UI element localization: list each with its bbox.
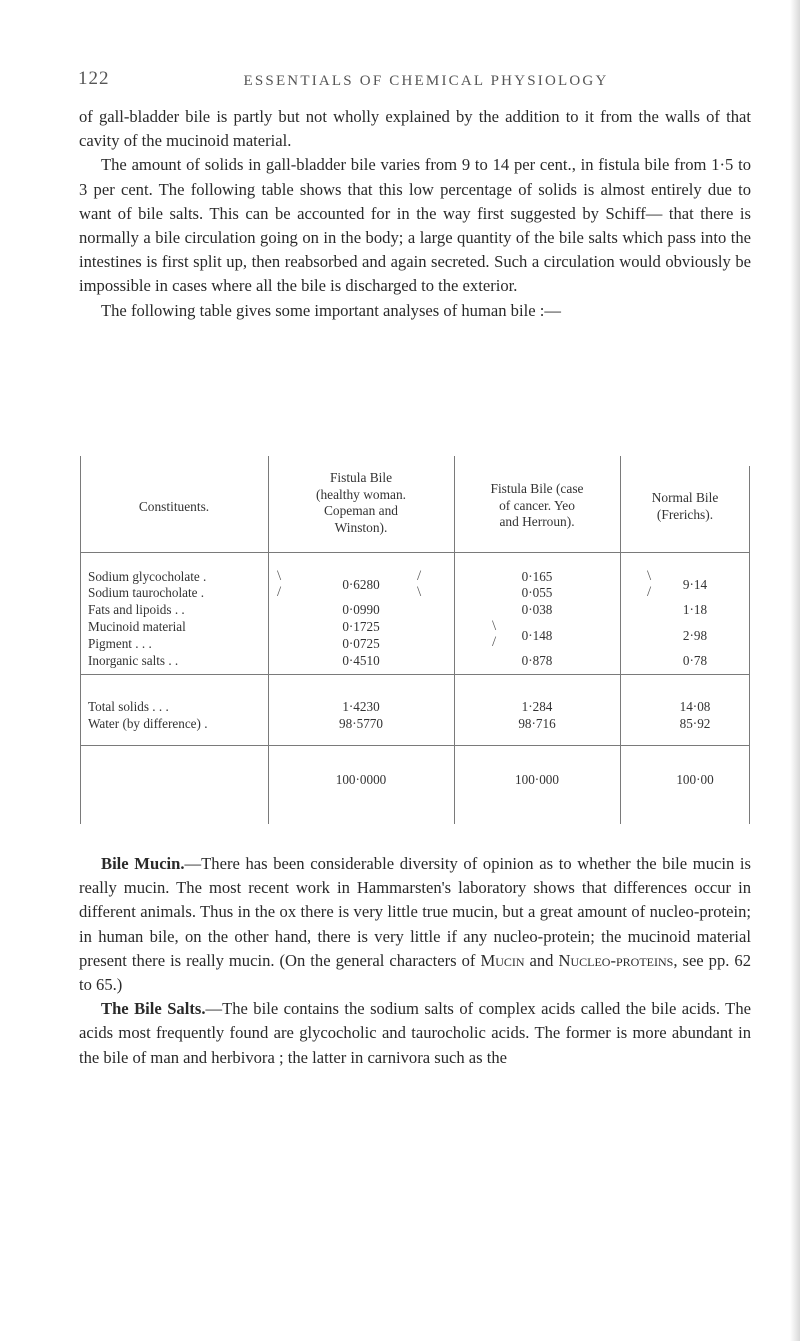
header-line: Winston).	[334, 519, 388, 535]
row-label-sodium-glycocholate: Sodium glycocholate .	[88, 569, 207, 584]
cell-fats-col2: 0·038	[521, 602, 553, 617]
row-label-inorganic: Inorganic salts . .	[88, 653, 179, 668]
page-number: 122	[78, 68, 110, 89]
bile-mucin-heading: Bile Mucin.	[101, 854, 185, 873]
header-line: and Herroun).	[499, 514, 575, 529]
cell-total-col2: 1·284	[521, 699, 553, 714]
bile-salts-paragraph	[79, 997, 751, 1070]
row-label-fats: Fats and lipoids . .	[88, 602, 185, 617]
row-label-total-solids: Total solids . . .	[88, 699, 169, 714]
table-rule-body	[80, 674, 750, 675]
cell-inorganic-col2: 0·878	[521, 653, 553, 668]
brace-left: \	[492, 618, 497, 634]
row-label-pigment: Pigment . . .	[88, 636, 152, 651]
intro-paragraph-3: The following table gives some important analyses of human bile :—	[101, 300, 561, 320]
header-line: Fistula Bile	[329, 470, 393, 485]
ref-nucleo-proteins: Nucleo-proteins	[558, 950, 674, 970]
ref-mucin: Mucin	[480, 950, 525, 970]
header-constituents: Constituents.	[138, 499, 210, 514]
page-header	[0, 68, 800, 98]
cell-inorganic-col1: 0·4510	[342, 653, 380, 668]
header-line: Copeman and	[323, 503, 398, 518]
cell-sum-col2: 100·000	[515, 772, 559, 787]
cell-sum-col1: 100·0000	[335, 772, 387, 787]
header-line: Normal Bile	[651, 490, 719, 505]
bile-analysis-table	[80, 456, 750, 826]
cell-pigment-col1: 0·0725	[342, 636, 380, 651]
cell-water-col3: 85·92	[679, 716, 711, 731]
running-title: ESSENTIALS OF CHEMICAL PHYSIOLOGY	[243, 73, 609, 89]
row-label-water: Water (by difference) .	[88, 716, 208, 731]
cell-water-col2: 98·716	[518, 716, 556, 731]
cell-glycocholate-col2: 0·165	[521, 569, 553, 584]
cell-mucin-pigment-col3: 2·98	[682, 628, 708, 643]
row-label-sodium-taurocholate: Sodium taurocholate .	[88, 585, 205, 600]
cell-mucinoid-col1: 0·1725	[342, 619, 380, 634]
header-line: (Frerichs).	[656, 506, 714, 522]
page-edge-shadow	[790, 0, 800, 1341]
brace-left: \	[647, 568, 652, 584]
bile-mucin-text: —There has been considerable diversity of opinion as to whether the bile mucin is really mucin. The most recent work in Hammarsten's laboratory shows that differences occur in different animals. Thus in the ox there is very little true mucin, but a great amount of nucleo-protein; in human bile, on the other hand, there is very little if any nucleo-protein; the mucinoid material present there is really mucin. (On the general characters of	[79, 854, 751, 970]
brace-left: /	[277, 584, 282, 600]
bile-mucin-tail: , see pp. 62 to 65.)	[79, 950, 751, 995]
table-rule-header	[80, 552, 750, 553]
cell-mucin-pigment-col2: 0·148	[521, 628, 553, 643]
cell-sodium-salts-col1: 0·6280	[342, 577, 380, 592]
cell-fats-col1: 0·0990	[342, 602, 380, 617]
cell-sum-col3: 100·00	[676, 772, 714, 787]
header-fistula-healthy	[268, 470, 454, 536]
cell-water-col1: 98·5770	[339, 716, 383, 731]
bile-section-text	[79, 852, 751, 1070]
row-label-mucinoid: Mucinoid material	[88, 619, 186, 634]
header-normal-bile	[620, 490, 750, 523]
cell-sodium-salts-col3: 9·14	[682, 577, 708, 592]
cell-fats-col3: 1·18	[682, 602, 708, 617]
intro-paragraph-2: The amount of solids in gall-bladder bile varies from 9 to 14 per cent., in fistula bile from 1·5 to 3 per cent. The following table shows that this low percentage of solids is almost entirely due to want of bile salts. This can be accounted for in the way first suggested by Schiff— that there is normally a bile circulation going on in the body; a large quantity of the bile salts which pass into the intestines is first split up, then reabsorbed and again secreted. Such a circulation would obviously be impossible in cases where all the bile is discharged to the exterior.	[79, 155, 751, 296]
brace-right: \	[417, 584, 422, 600]
cell-taurocholate-col2: 0·055	[521, 585, 553, 600]
ref-and: and	[524, 950, 559, 970]
intro-paragraph-1: of gall-bladder bile is partly but not wholly explained by the addition to it from the walls of that cavity of the mucinoid material.	[79, 107, 751, 151]
intro-text	[79, 105, 751, 323]
header-line: of cancer. Yeo	[499, 497, 575, 513]
bile-salts-heading: The Bile Salts.	[101, 999, 206, 1019]
brace-left: \	[277, 568, 282, 584]
bile-mucin-paragraph	[79, 852, 751, 997]
cell-total-col3: 14·08	[679, 699, 711, 714]
header-fistula-cancer	[454, 481, 620, 531]
brace-left: /	[492, 634, 497, 650]
brace-right: /	[417, 568, 422, 584]
cell-inorganic-col3: 0·78	[682, 653, 708, 668]
bile-salts-text: —The bile contains the sodium salts of complex acids called the bile acids. The acids most frequently found are glycocholic and taurocholic acids. The former is more abundant in the bile of man and herbivora ; the latter in carnivora such as the	[79, 999, 751, 1067]
brace-left: /	[647, 584, 652, 600]
cell-total-col1: 1·4230	[342, 699, 380, 714]
header-line: Fistula Bile (case	[490, 481, 584, 496]
header-line: (healthy woman.	[316, 486, 406, 502]
table-rule-totals	[80, 745, 750, 746]
